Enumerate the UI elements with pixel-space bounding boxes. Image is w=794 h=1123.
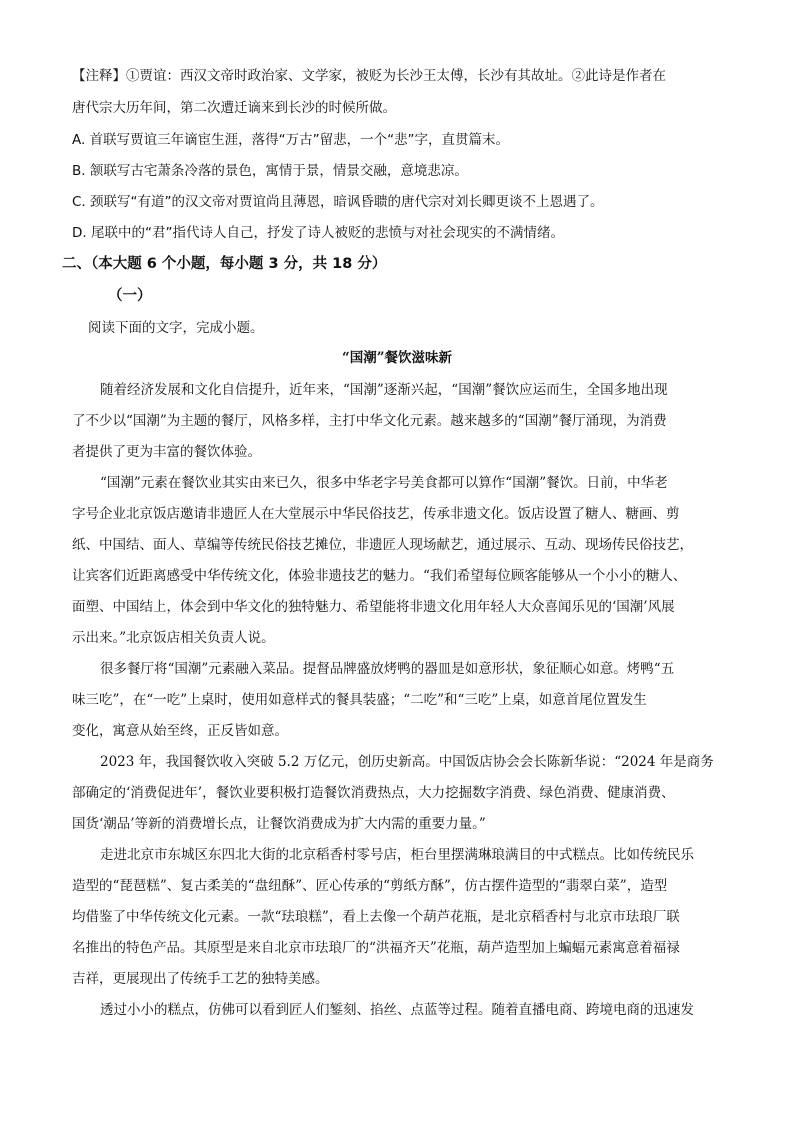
- article-line: 示出来。”北京饭店相关负责人说。: [72, 630, 275, 646]
- article-line: 者提供了更为丰富的餐饮体验。: [72, 444, 261, 460]
- article-line: 国货‘潮品’等新的消费增长点，让餐饮消费成为扩大内需的重要力量。”: [72, 816, 486, 832]
- article-line: 字号企业北京饭店邀请非遗匠人在大堂展示中华民俗技艺，传承非遗文化。饭店设置了糖人、糖画、剪: [72, 506, 680, 522]
- section-heading: 二、（本大题 6 个小题，每小题 3 分，共 18 分）: [62, 256, 387, 272]
- article-line: 吉祥，更展现出了传统手工艺的独特美感。: [72, 971, 329, 987]
- article-line: 纸、中国结、面人、草编等传统民俗技艺摊位，非遗匠人现场献艺，通过展示、互动、现场传民俗技艺，: [72, 537, 693, 553]
- article-title: “国潮”餐饮滋味新: [341, 350, 453, 366]
- article-line: 透过小小的糕点，仿佛可以看到匠人们錾刻、掐丝、点蓝等过程。随着直播电商、跨境电商的迅速发: [100, 1002, 694, 1018]
- article-line: 变化，寓意从始至终，正反皆如意。: [72, 723, 288, 739]
- article-line: 部确定的‘消费促进年’，餐饮业要积极打造餐饮消费热点，大力挖掘数字消费、绿色消费、健康消费、: [72, 785, 675, 801]
- article-line: 造型的“琵琶糕”、复古柔美的“盘纽酥”、匠心传承的“剪纸方酥”，仿古摆件造型的“翡翠白菜”，造型: [72, 878, 668, 894]
- article-line: 很多餐厅将“国潮”元素融入菜品。提督品牌盛放烤鸭的器皿是如意形状，象征顺心如意。烤鸭“五: [100, 661, 675, 677]
- note-line-1: 【注释】①贾谊：西汉文帝时政治家、文学家，被贬为长沙王太傅，长沙有其故址。②此诗是作者在: [72, 68, 666, 84]
- option-d: D. 尾联中的“君”指代诗人自己，抒发了诗人被贬的悲愤与对社会现实的不满情绪。: [72, 225, 564, 241]
- option-c: C. 颈联写“有道”的汉文帝对贾谊尚且薄恩，暗讽昏聩的唐代宗对刘长卿更谈不上恩遇了。: [72, 194, 604, 210]
- article-line: “国潮”元素在餐饮业其实由来已久，很多中华老字号美食都可以算作“国潮”餐饮。日前，中华老: [100, 475, 668, 491]
- option-b: B. 颔联写古宅萧条冷落的景色，寓情于景，情景交融，意境悲凉。: [72, 163, 468, 179]
- article-line: 名推出的特色产品。其原型是来自北京市珐琅厂的“洪福齐天”花瓶，葫芦造型加上蝙蝠元素寓意着福禄: [72, 940, 680, 956]
- section-sub-heading: （一）: [108, 288, 152, 304]
- option-a: A. 首联写贾谊三年谪宦生涯，落得“万古”留悲，一个“悲”字，直贯篇末。: [72, 132, 510, 148]
- article-line: 走进北京市东城区东四北大街的北京稻香村零号店，柜台里摆满琳琅满目的中式糕点。比如传统民乐: [100, 847, 694, 863]
- article-line: 面塑、中国结上，体会到中华文化的独特魅力、希望能将非遗文化用年轻人大众喜闻乐见的‘国潮’风展: [72, 599, 675, 615]
- article-line: 2023 年，我国餐饮收入突破 5.2 万亿元，创历史新高。中国饭店协会会长陈新华说：“2024 年是商务: [100, 754, 714, 770]
- article-line: 均借鉴了中华传统文化元素。一款“珐琅糕”，看上去像一个葫芦花瓶，是北京稻香村与北京市珐琅厂联: [72, 909, 680, 925]
- note-line-2: 唐代宗大历年间，第二次遭迁谪来到长沙的时候所做。: [72, 100, 396, 116]
- article-line: 让宾客们近距离感受中华传统文化，体验非遗技艺的魅力。“我们希望每位顾客能够从一个小小的糖人、: [72, 568, 687, 584]
- instruction-text: 阅读下面的文字，完成小题。: [88, 320, 264, 336]
- article-line: 味三吃”，在“一吃”上桌时，使用如意样式的餐具装盛；“二吃”和“三吃”上桌，如意首尾位置发生: [72, 692, 647, 708]
- article-line: 随着经济发展和文化自信提升，近年来，“国潮”逐渐兴起，“国潮”餐饮应运而生，全国多地出现: [100, 382, 668, 398]
- article-line: 了不少以“国潮”为主题的餐厅，风格多样，主打中华文化元素。越来越多的“国潮”餐厅涌现，为消费: [72, 413, 667, 429]
